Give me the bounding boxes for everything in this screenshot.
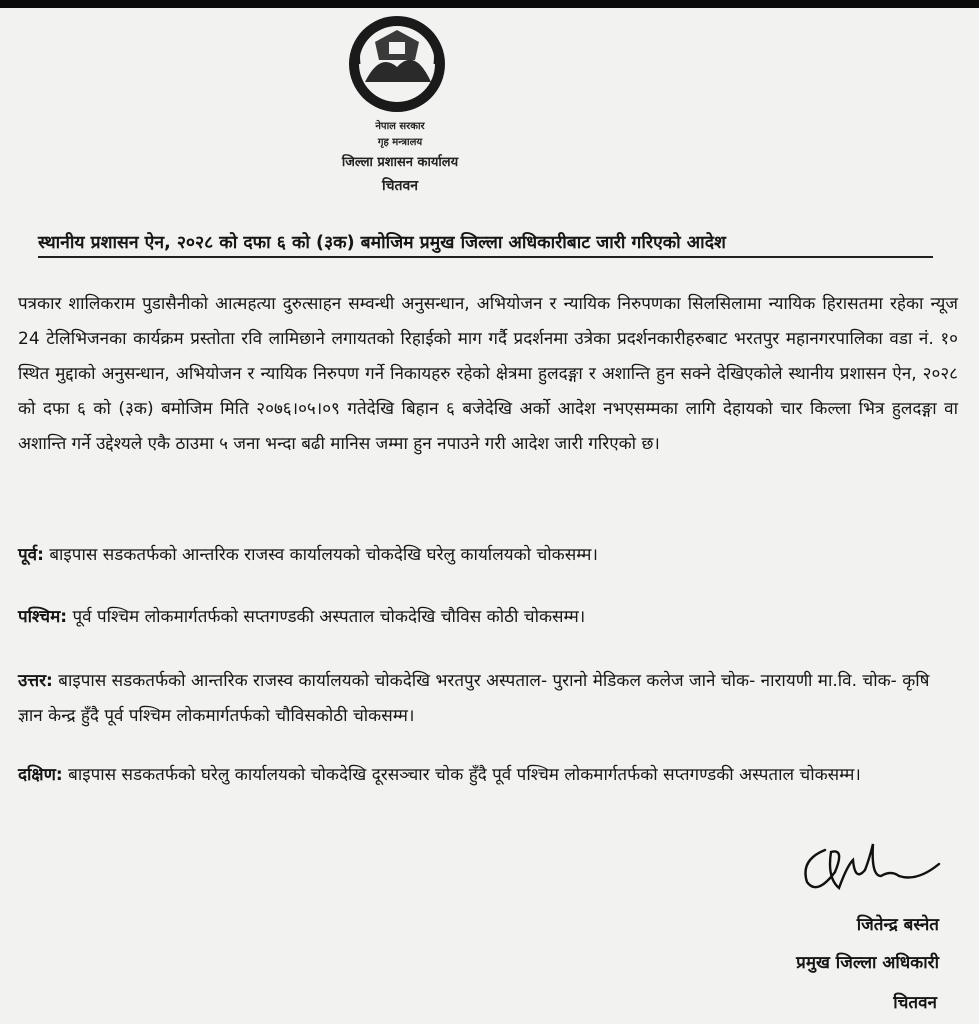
boundary-west: [18, 600, 958, 635]
boundary-north-label: उत्तर:: [18, 671, 53, 691]
seal-text-line2: गृह मन्त्रालय: [377, 137, 423, 148]
signatory-district: चितवन: [893, 993, 937, 1013]
order-body-paragraph: पत्रकार शालिकराम पुडासैनीको आत्महत्या दुरुत्साहन सम्वन्धी अनुसन्धान, अभियोजन र न्यायिक निरुपणका सिलसिलामा न्यायिक हिरासतमा रहेका न्यूज 24 टेलिभिजनका कार्यक्रम प्रस्तोता रवि लामिछाने लगायतको रिहाईको माग गर्दै प्रदर्शनमा उत्रेका प्रदर्शनकारीहरुबाट भरतपुर महानगरपालिका वडा नं. १० स्थित मुद्दाको अनुसन्धान, अभियोजन र न्यायिक निरुपण गर्ने निकायहरु रहेको क्षेत्रमा हुलदङ्गा र अशान्ति हुन सक्ने देखिएकोले स्थानीय प्रशासन ऐन, २०२८ को दफा ६ को (३क) बमोजिम मिति २०७६।०५।०९ गतेदेखि बिहान ६ बजेदेखि अर्को आदेश नभएसम्मका लागि देहायको चार किल्ला भित्र हुलदङ्गा वा अशान्ति गर्ने उद्देश्यले एकै ठाउमा ५ जना भन्दा बढी मानिस जम्मा हुन नपाउने गरी आदेश जारी गरिएको छ।: [18, 294, 958, 454]
boundary-north-text: बाइपास सडकतर्फको आन्तरिक राजस्व कार्यालयको चोकदेखि भरतपुर अस्पताल- पुरानो मेडिकल कलेज जाने चोक- नारायणी मा.वि. चोक- कृषि ज्ञान केन्द्र हुँदै पूर्व पश्चिम लोकमार्गतर्फको चौविसकोठी चोकसम्म।: [18, 671, 930, 726]
seal-text-line4: चितवन: [381, 178, 419, 194]
government-emblem-icon: [345, 12, 449, 116]
handwritten-signature-icon: [795, 830, 945, 900]
boundary-west-label: पश्चिम:: [18, 607, 68, 627]
boundary-west-text: पूर्व पश्चिम लोकमार्गतर्फको सप्तगण्डकी अस्पताल चोकदेखि चौविस कोठी चोकसम्म।: [67, 607, 586, 627]
top-edge-bar: [0, 0, 979, 8]
seal-text-line1: नेपाल सरकार: [375, 121, 425, 132]
document-title: स्थानीय प्रशासन ऐन, २०२८ को दफा ६ को (३क) बमोजिम प्रमुख जिल्ला अधिकारीबाट जारी गरिएको आदेश: [38, 230, 933, 258]
boundary-south-text: बाइपास सडकतर्फको घरेलु कार्यालयको चोकदेखि दूरसञ्चार चोक हुँदै पूर्व पश्चिम लोकमार्गतर्फको सप्तगण्डकी अस्पताल चोकसम्म।: [62, 765, 861, 785]
seal-text-line3: जिल्ला प्रशासन कार्यालय: [341, 155, 459, 170]
boundary-south: [18, 758, 958, 793]
signatory-name: जितेन्द्र बस्नेत: [856, 915, 939, 935]
boundary-south-label: दक्षिण:: [18, 765, 63, 785]
boundary-north: [18, 664, 958, 734]
boundary-east-text: बाइपास सडकतर्फको आन्तरिक राजस्व कार्यालयको चोकदेखि घरेलु कार्यालयको चोकसम्म।: [43, 545, 598, 565]
boundary-east: [18, 538, 958, 573]
signatory-title: प्रमुख जिल्ला अधिकारी: [796, 953, 939, 973]
boundary-east-label: पूर्व:: [18, 545, 44, 565]
